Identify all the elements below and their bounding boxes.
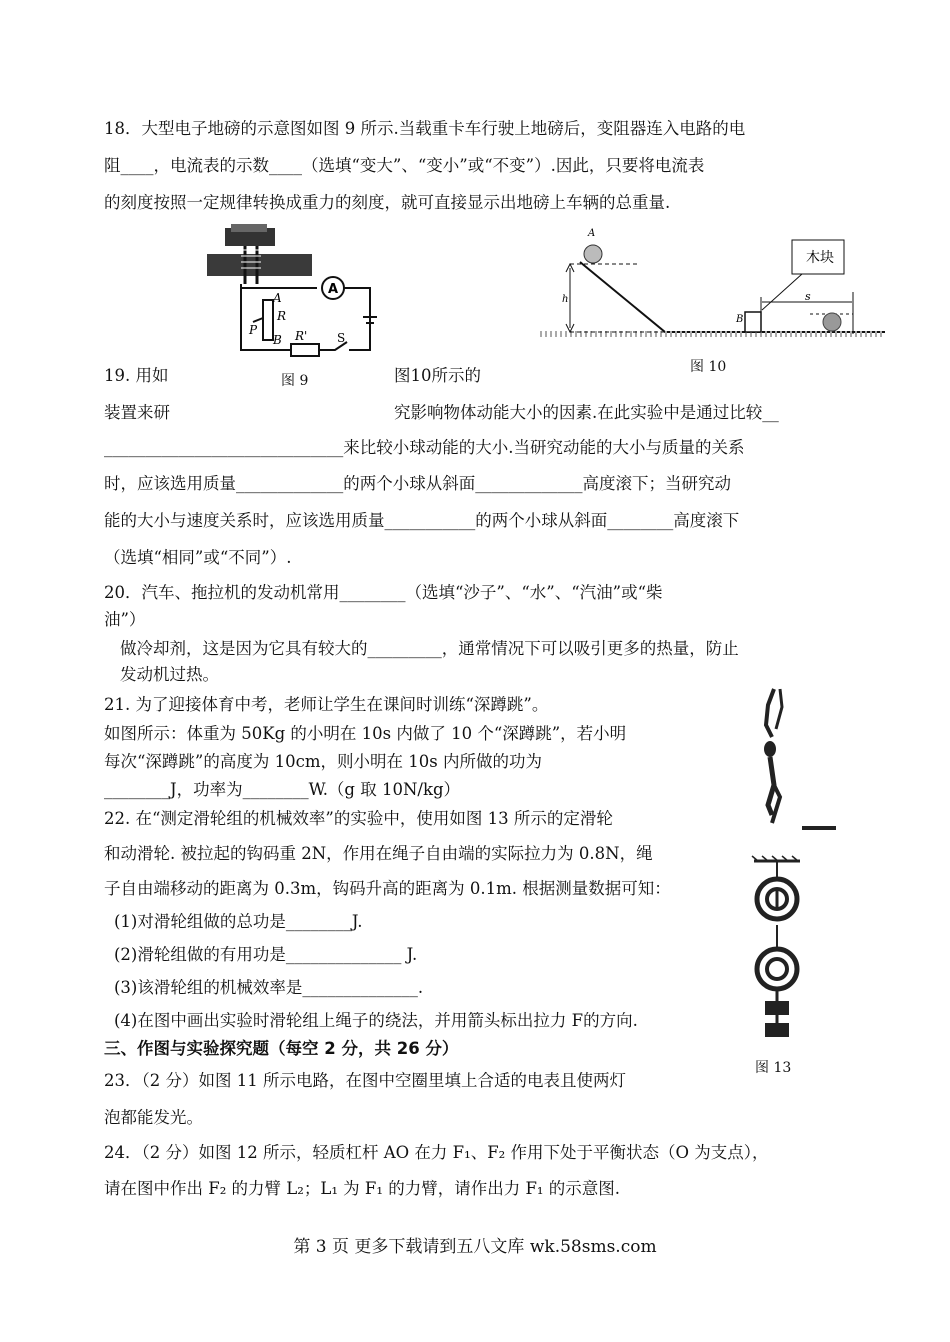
- q22-line-2: 和动滑轮. 被拉起的钩码重 2N，作用在绳子自由端的实际拉力为 0.8N，绳: [104, 844, 653, 863]
- label-r: R: [277, 309, 287, 323]
- figure-9-caption: 图 9: [281, 373, 309, 389]
- q21-line-2: 如图所示：体重为 50Kg 的小明在 10s 内做了 10 个“深蹲跳”，若小明: [104, 724, 627, 743]
- q20-line-2: 油”）: [104, 610, 146, 629]
- label-p: P: [249, 323, 258, 337]
- label-b: B: [273, 333, 282, 347]
- distance-label-s: s: [805, 290, 811, 303]
- q19-line-1a: 19. 用如: [104, 366, 169, 385]
- q21-line-4: ________J，功率为________W.（g 取 10N/kg）: [104, 780, 461, 799]
- q24-line-2: 请在图中作出 F₂ 的力臂 L₂；L₁ 为 F₁ 的力臂，请作出力 F₁ 的示意图.: [104, 1179, 621, 1198]
- ammeter-label: A: [328, 282, 339, 297]
- q24-line-1: 24．（2 分）如图 12 所示，轻质杠杆 AO 在力 F₁、F₂ 作用下处于平衡状态（O 为支点），: [104, 1143, 769, 1162]
- q18-line-3: 的刻度按照一定规律转换成重力的刻度，就可直接显示出地磅上车辆的总重量.: [104, 193, 671, 212]
- q19-line-2a: 装置来研: [104, 403, 170, 422]
- q21-line-3: 每次“深蹲跳”的高度为 10cm，则小明在 10s 内所做的功为: [104, 752, 542, 771]
- figure-9-scale-circuit: [205, 222, 385, 367]
- figure-10-ramp: [540, 222, 885, 350]
- q20-line-3: 做冷却剂，这是因为它具有较大的_________，通常情况下可以吸引更多的热量，防止: [120, 639, 739, 658]
- label-s: S: [337, 331, 346, 345]
- q19-line-1b: 图10所示的: [394, 366, 481, 385]
- q22-line-1: 22. 在“测定滑轮组的机械效率”的实验中，使用如图 13 所示的定滑轮: [104, 809, 613, 828]
- label-a: A: [273, 291, 282, 305]
- figure-13-pulleys: [748, 855, 808, 1050]
- q22-sub-1: (1)对滑轮组做的总功是________J.: [114, 912, 363, 931]
- q19-line-6: （选填“相同”或“不同”）.: [104, 548, 292, 567]
- block-label-b: B: [736, 314, 744, 325]
- figure-10-caption: 图 10: [690, 359, 727, 375]
- q22-sub-3: (3)该滑轮组的机械效率是______________.: [114, 978, 424, 997]
- section-3-title: 三、作图与实验探究题（每空 2 分，共 26 分）: [104, 1039, 459, 1058]
- q23-line-1: 23．（2 分）如图 11 所示电路，在图中空圈里填上合适的电表且使两灯: [104, 1071, 626, 1090]
- label-r-prime: R': [295, 329, 308, 343]
- q18-line-2: 阻____，电流表的示数____（选填“变大”、“变小”或“不变”）.因此，只要将电流表: [104, 156, 705, 175]
- q22-line-3: 子自由端移动的距离为 0.3m，钩码升高的距离为 0.1m. 根据测量数据可知：: [104, 879, 671, 898]
- q19-line-2b: 究影响物体动能大小的因素.在此实验中是通过比较__: [394, 403, 779, 422]
- q21-line-1: 21. 为了迎接体育中考，老师让学生在课间时训练“深蹲跳”。: [104, 695, 549, 714]
- q22-sub-2: (2)滑轮组做的有用功是______________ J.: [114, 945, 418, 964]
- wood-block-callout: 木块: [806, 250, 834, 266]
- q19-line-3: _____________________________来比较小球动能的大小.当研究动能的大小与质量的关系: [104, 438, 745, 457]
- q19-line-5: 能的大小与速度关系时，应该选用质量___________的两个小球从斜面________高度滚下: [104, 511, 740, 530]
- squat-jump-figure: [750, 685, 840, 835]
- q23-line-2: 泡都能发光。: [104, 1108, 203, 1127]
- q22-sub-4: (4)在图中画出实验时滑轮组上绳子的绕法，并用箭头标出拉力 F的方向.: [114, 1011, 638, 1030]
- ball-label-a: A: [588, 228, 596, 239]
- figure-13-caption: 图 13: [755, 1060, 792, 1076]
- q20-line-1: 20．汽车、拖拉机的发动机常用________（选填“沙子”、“水”、“汽油”或“柴: [104, 583, 663, 602]
- q19-line-4: 时，应该选用质量_____________的两个小球从斜面_____________高度滚下；当研究动: [104, 474, 731, 493]
- height-label-h: h: [562, 294, 569, 305]
- q18-line-1: 18．大型电子地磅的示意图如图 9 所示.当载重卡车行驶上地磅后，变阻器连入电路的电: [104, 119, 746, 138]
- q20-line-4: 发动机过热。: [120, 665, 219, 684]
- page-footer: 第 3 页 更多下载请到五八文库 wk.58sms.com: [293, 1237, 657, 1257]
